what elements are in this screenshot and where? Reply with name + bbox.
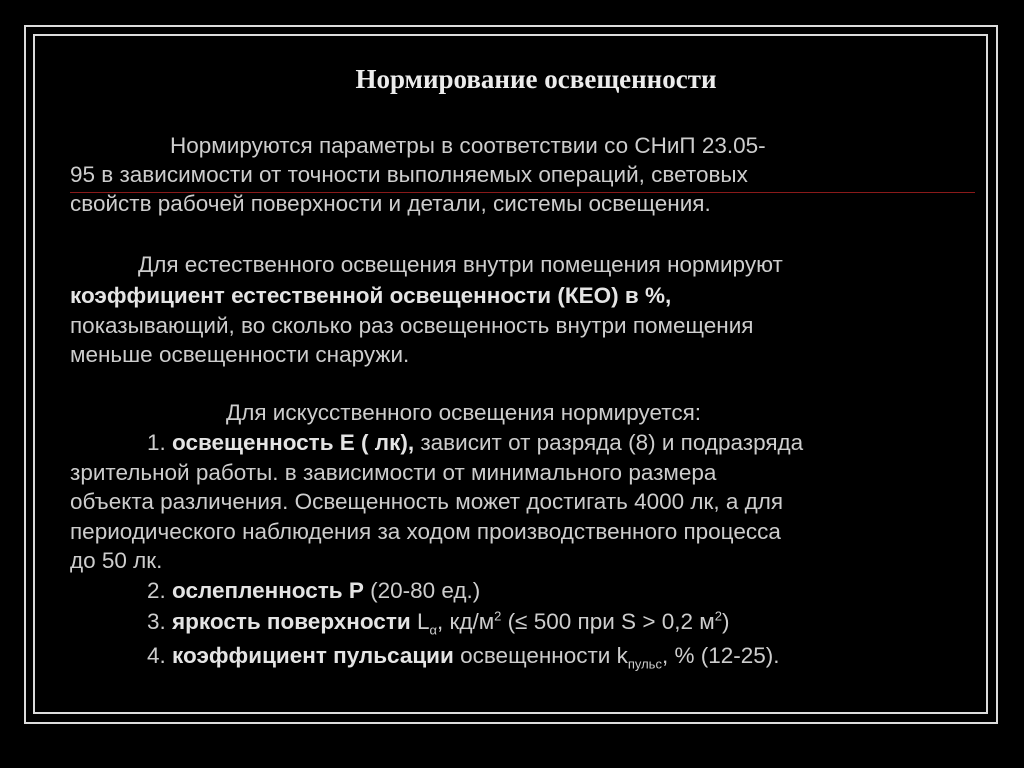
p1-line-3: свойств рабочей поверхности и детали, системы освещения. — [70, 191, 711, 216]
item-1-term: освещенность Е ( лк), — [172, 430, 415, 455]
item-1-rest: зависит от разряда (8) и подразряда — [414, 430, 804, 455]
item-3-sub: α — [429, 622, 437, 638]
p2-line-2 — [70, 281, 671, 310]
item-3 — [147, 607, 729, 636]
item-1-number: 1. — [147, 430, 166, 455]
item-4-number: 4. — [147, 643, 166, 668]
item-1-line-3: объекта различения. Освещенность может достигать 4000 лк, а для — [70, 489, 784, 514]
p2-line-3: показывающий, во сколько раз освещенность внутри помещения — [70, 313, 754, 338]
item-3-unit: , кд/м — [436, 609, 495, 634]
item-3-condition: (≤ 500 при S > 0,2 м — [501, 609, 715, 634]
item-4 — [147, 641, 780, 670]
item-4-term: коэффициент пульсации — [172, 643, 454, 668]
item-2-term: ослепленность Р — [172, 578, 364, 603]
p1-line-2: 95 в зависимости от точности выполняемых операций, световых — [70, 162, 748, 187]
p3-intro: Для искусственного освещения нормируется: — [226, 400, 702, 425]
item-4-sub: пульс — [627, 656, 662, 672]
p2-line-4: меньше освещенности снаружи. — [70, 342, 410, 367]
item-2 — [147, 576, 480, 605]
item-3-term: яркость поверхности — [172, 609, 411, 634]
item-4-tail: , % (12-25). — [661, 643, 780, 668]
item-3-close: ) — [721, 609, 730, 634]
keo-term: коэффициент естественной освещенности (КЕО) в %, — [70, 283, 672, 308]
item-2-number: 2. — [147, 578, 166, 603]
item-3-sup-2: 2 — [714, 608, 722, 624]
item-1-line-2: зрительной работы. в зависимости от минимального размера — [70, 460, 717, 485]
p1-line-1: Нормируются параметры в соответствии со СНиП 23.05- — [170, 133, 766, 158]
item-2-rest: (20-80 ед.) — [363, 578, 481, 603]
item-1-line-4: периодического наблюдения за ходом производственного процесса — [70, 519, 781, 544]
item-3-sup: 2 — [494, 608, 502, 624]
slide-title: Нормирование освещенности — [355, 64, 717, 94]
p2-line-1: Для естественного освещения внутри помещения нормируют — [138, 252, 783, 277]
item-3-symbol: L — [410, 609, 430, 634]
item-1-line-1 — [147, 428, 803, 457]
item-4-rest: освещенности k — [453, 643, 628, 668]
item-3-number: 3. — [147, 609, 166, 634]
item-1-line-5: до 50 лк. — [70, 548, 163, 573]
